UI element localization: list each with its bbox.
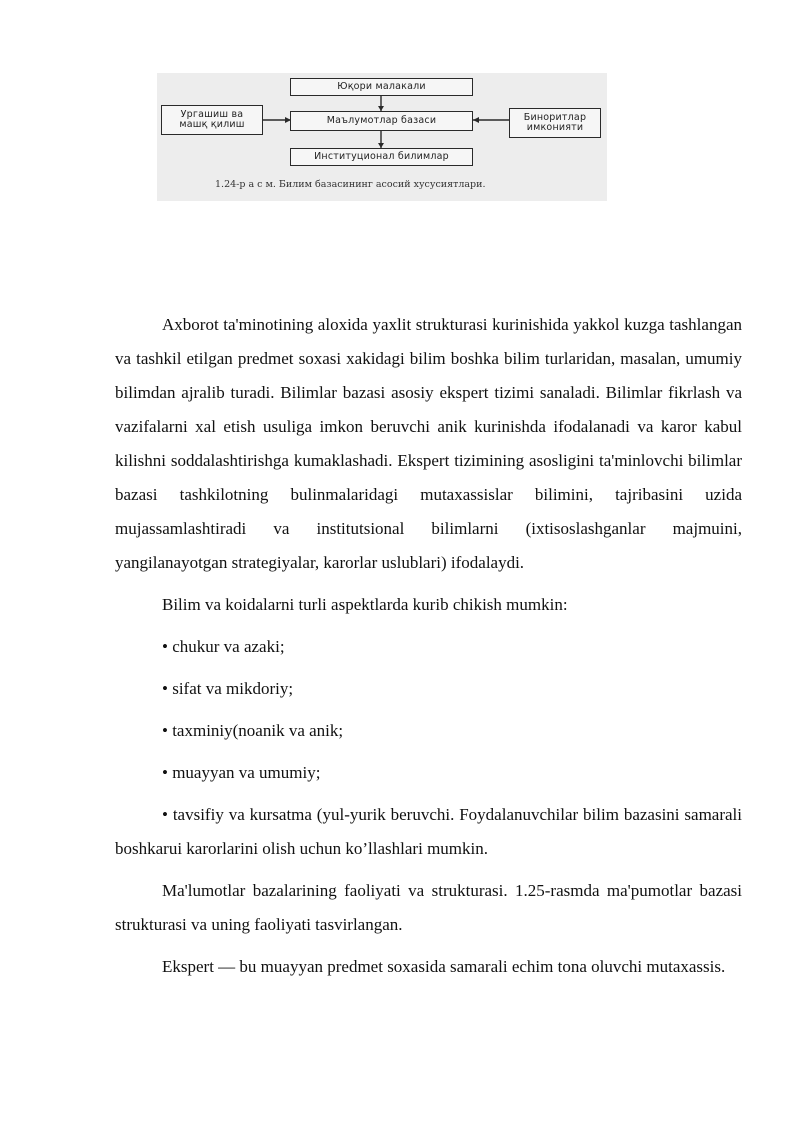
figure-caption: 1.24-р а с м. Билим базасининг асосий хусусиятлари.: [215, 179, 486, 190]
list-item: • tavsifiy va kursatma (yul-yurik beruvchi. Foydalanuvchilar bilim bazasini samarali boshkarui karorlarini olish uchun ko’llashlari mumkin.: [115, 805, 742, 858]
box-learning: Ургашиш ва машқ қилиш: [161, 105, 263, 135]
knowledge-base-diagram: [157, 73, 607, 201]
list-item: • sifat va mikdoriy;: [162, 679, 294, 698]
box-database: Маълумотлар базаси: [290, 111, 473, 131]
box-institutional: Институционал билимлар: [290, 148, 473, 166]
box-capabilities: Биноритлар имконияти: [509, 108, 601, 138]
paragraph-database-structure: Ma'lumotlar bazalarining faoliyati va strukturasi. 1.25-rasmda ma'pumotlar bazasi strukturasi va uning faoliyati tasvirlangan.: [115, 881, 742, 934]
paragraph-expert-definition: Ekspert — bu muayyan predmet soxasida samarali echim tona oluvchi mutaxassis.: [162, 957, 726, 976]
document-body: [115, 308, 742, 984]
paragraph-knowledge-base: Axborot ta'minotining aloxida yaxlit strukturasi kurinishida yakkol kuzga tashlangan va tashkil etilgan predmet soxasi xakidagi bilim boshka bilim turlaridan, masalan, umumiy bilimdan ajralib turadi. Bilimlar bazasi asosiy ekspert tizimi sanaladi. Bilimlar fikrlash va vazifalarni xal etish usuliga imkon beruvchi anik kurinishda ifodalanadi va karor kabul kilishni soddalashtirishga kumaklashadi. Ekspert tizimining asosligini ta'minlovchi bilimlar bazasi tashkilotning bulinmalaridagi mutaxassislar bilimini, tajribasini uzida mujassamlashtiradi va institutsional bilimlarni (ixtisoslashganlar majmuini, yangilanayotgan strategiyalar, karorlar uslublari) ifodalaydi.: [115, 315, 742, 572]
paragraph-aspects-intro: Bilim va koidalarni turli aspektlarda kurib chikish mumkin:: [162, 595, 568, 614]
list-item: • muayyan va umumiy;: [162, 763, 321, 782]
list-item: • taxminiy(noanik va anik;: [162, 721, 344, 740]
box-top: Юқори малакали: [290, 78, 473, 96]
list-item: • chukur va azaki;: [162, 637, 285, 656]
